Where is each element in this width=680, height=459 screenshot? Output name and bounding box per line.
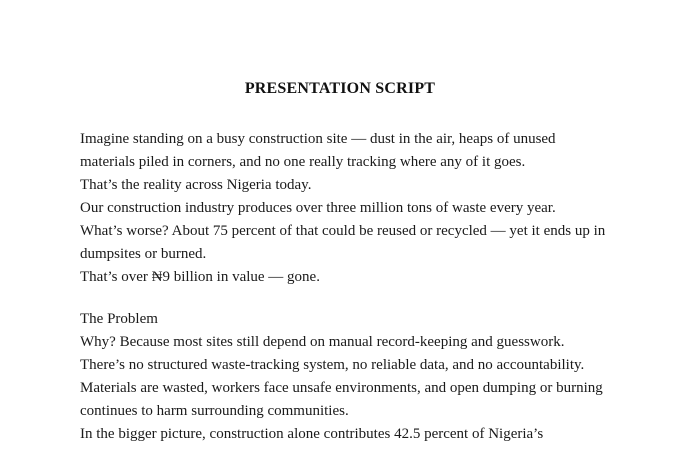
- paragraph-intro-1: Imagine standing on a busy construction site — dust in the air, heaps of unused materials piled in corners, and no one really tracking where any of it goes.: [80, 131, 556, 170]
- paragraph-intro-4: What’s worse? About 75 percent of that could be reused or recycled — yet it ends up in dumpsites or burned.: [80, 223, 606, 262]
- paragraph-problem-1: Why? Because most sites still depend on manual record-keeping and guesswork.: [80, 334, 565, 350]
- paragraph-intro-5: That’s over ₦9 billion in value — gone.: [80, 269, 320, 285]
- document-body: [80, 128, 610, 446]
- paragraph-problem-3: Materials are wasted, workers face unsafe environments, and open dumping or burning continues to harm surrounding communities.: [80, 380, 603, 419]
- paragraph-problem-4: In the bigger picture, construction alone contributes 42.5 percent of Nigeria’s: [80, 426, 544, 442]
- section-heading-problem: The Problem: [80, 311, 158, 327]
- paragraph-intro-2: That’s the reality across Nigeria today.: [80, 177, 312, 193]
- paragraph-problem-2: There’s no structured waste-tracking system, no reliable data, and no accountability.: [80, 357, 585, 373]
- section-spacer: [80, 289, 610, 308]
- paragraph-intro-3: Our construction industry produces over three million tons of waste every year.: [80, 200, 556, 216]
- document-title: PRESENTATION SCRIPT: [244, 80, 436, 97]
